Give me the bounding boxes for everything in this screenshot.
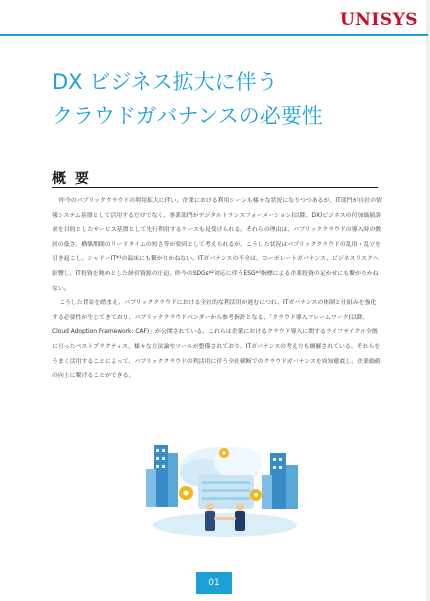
unisys-logo: UNISYS bbox=[339, 10, 418, 30]
page-title bbox=[52, 65, 392, 133]
cloud-governance-illustration bbox=[140, 425, 310, 543]
paragraph-2: こうした背景を踏まえ、パブリッククラウドにおける全社的な利活用が進むにつれ、ITガバナンスの体制と仕組みを強化する必要性が生じてきており、パブリッククラウドベンダーから参考指針となる、「クラウド導入フレームワーク(以降、Cloud Adoption Framework: CAF)」が公開されている。これらは企業におけるクラウド導入に関するライフサイクル全般に亘ったベストプラクティス、様々な方法論やツールが整備されており、ITガバナンスの考え方も網羅されている。それらをうまく活用することによって、パブリッククラウドの利活用に伴う全社横断でのクラウドガバナンスを周知徹底し、企業価値の向上に繋げることができる。 bbox=[52, 300, 381, 380]
buildings-right bbox=[262, 453, 298, 509]
page-edge bbox=[426, 0, 430, 601]
header-rule bbox=[0, 34, 428, 36]
page-number: 01 bbox=[196, 572, 232, 594]
title-line-2: クラウドガバナンスの必要性 bbox=[52, 104, 323, 128]
section-heading: 概 要 bbox=[52, 171, 91, 187]
title-line-1: DX ビジネス拡大に伴う bbox=[52, 70, 278, 94]
platform-ellipse bbox=[153, 513, 297, 537]
body-text bbox=[52, 194, 382, 384]
buildings-left bbox=[146, 445, 178, 507]
section-heading-rule bbox=[52, 187, 378, 188]
paragraph-1: 昨今のパブリッククラウドの利用拡大に伴い、企業における利用シーンも様々な状況になりつつあるが、IT部門が自社の情報システム基盤として活用するだけでなく、事業部門がデジタルトランスフォーメーション(以降、DX)ビジネスの付加価値訴求を目的としたサービス基盤として先行利用するケースも見受けられる。それらの理由は、パブリッククラウドの導入時の敷居の低さ、構築期間のリードタイムの短さ等が要因として考えられるが、こうした状況はパブリッククラウドの乱用・乱立を引き起こし、シャドーIT*¹の温床にも繋がりかねない。ITガバナンスの不全は、コーポレートガバナンス、ビジネスリスクへ影響し、IT投資を鈍めとした経営資源の圧迫、昨今のSDGs*²対応に伴うESG*³指標による企業投資の足かせにも繋がりかねない。 bbox=[52, 198, 382, 292]
